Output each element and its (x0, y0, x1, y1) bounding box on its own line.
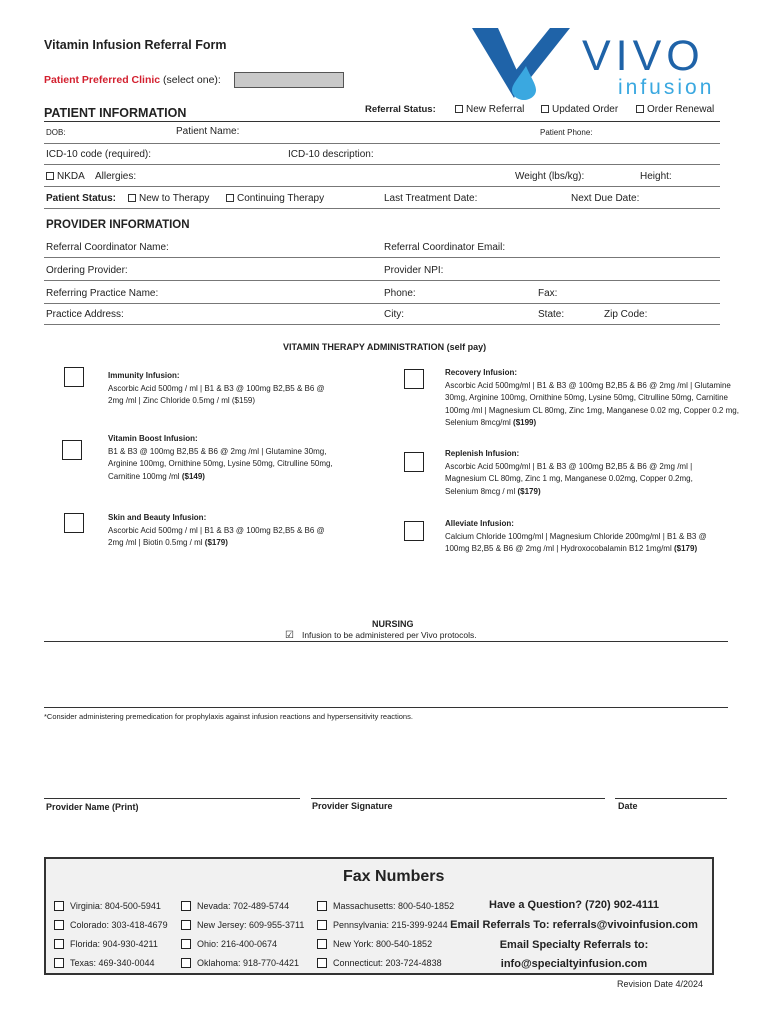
immunity-infusion: Immunity Infusion: Ascorbic Acid 500mg / ml | B1 & B3 @ 100mg B2,B5 & B6 @ 2mg /ml | Zinc Chloride 0.5mg / ml ($159) (108, 371, 325, 405)
fax-heading: Fax Numbers (343, 868, 445, 885)
fax-virginia[interactable]: Virginia: 804-500-5941 (54, 901, 161, 911)
recovery-infusion: Recovery Infusion: Ascorbic Acid 500mg/ml | B1 & B3 @ 100mg B2,B5 & B6 @ 2mg /ml | Glutamine 30mg, Arginine 100mg, Ornithine 50mg, Lysine 50mg, Citrulline 50mg, Carnitine 100mg /ml | Magnesium CL 80mg, Zinc 1mg, Manganese 0.02 mg, Copper 0.2 mg, Selenium 8mcg/ml ($199) (445, 368, 739, 427)
coordinator-name-field[interactable]: Referral Coordinator Name: (46, 242, 169, 253)
fax-connecticut[interactable]: Connecticut: 203-724-4838 (317, 958, 442, 968)
patient-phone-field[interactable]: Patient Phone: (540, 128, 593, 137)
referral-status-renewal[interactable]: Order Renewal (636, 104, 714, 115)
nursing-heading: NURSING (372, 619, 414, 629)
provider-signature-field[interactable]: Provider Signature (312, 801, 393, 811)
patient-status-label: Patient Status: (46, 193, 117, 204)
vitamin-boost-infusion: Vitamin Boost Infusion: B1 & B3 @ 100mg B2,B5 & B6 @ 2mg /ml | Glutamine 30mg, Arginine 100mg, Ornithine 50mg, Lysine 50mg, Citrulline 50mg, Carnitine 100mg /ml ($149) (108, 434, 333, 481)
fax-new-york[interactable]: New York: 800-540-1852 (317, 939, 432, 949)
contact-email-referrals: Email Referrals To: referrals@vivoinfusion.com (450, 919, 698, 931)
fax-texas[interactable]: Texas: 469-340-0044 (54, 958, 155, 968)
signature-date-field[interactable]: Date (618, 801, 638, 811)
clinic-dropdown[interactable] (234, 72, 344, 88)
practice-address-field[interactable]: Practice Address: (46, 309, 124, 320)
last-treatment-field[interactable]: Last Treatment Date: (384, 193, 478, 204)
fax-new-jersey[interactable]: New Jersey: 609-955-3711 (181, 920, 304, 930)
fax-oklahoma[interactable]: Oklahoma: 918-770-4421 (181, 958, 299, 968)
fax-pennsylvania[interactable]: Pennsylvania: 215-399-9244 (317, 920, 448, 930)
patient-status-continuing[interactable]: Continuing Therapy (226, 193, 324, 204)
immunity-checkbox[interactable] (64, 367, 84, 387)
referral-status-label: Referral Status: (365, 104, 436, 115)
fax-florida[interactable]: Florida: 904-930-4211 (54, 939, 158, 949)
nursing-protocol-checkbox[interactable]: ☑ Infusion to be administered per Vivo protocols. (285, 630, 477, 641)
skin-beauty-infusion: Skin and Beauty Infusion: Ascorbic Acid 500mg / ml | B1 & B3 @ 100mg B2,B5 & B6 @ 2mg /ml | Biotin 0.5mg / ml ($179) (108, 513, 325, 547)
height-field[interactable]: Height: (640, 171, 672, 182)
alleviate-checkbox[interactable] (404, 521, 424, 541)
vitamin-boost-checkbox[interactable] (62, 440, 82, 460)
dob-field[interactable]: DOB: (46, 128, 66, 137)
form-title: Vitamin Infusion Referral Form (44, 38, 227, 52)
clinic-label: Patient Preferred Clinic (44, 74, 161, 86)
revision-date: Revision Date 4/2024 (617, 979, 704, 989)
icd-description-field[interactable]: ICD-10 description: (288, 149, 374, 160)
recovery-checkbox[interactable] (404, 369, 424, 389)
patient-name-field[interactable]: Patient Name: (176, 126, 240, 137)
fax-massachusetts[interactable]: Massachusetts: 800-540-1852 (317, 901, 454, 911)
allergies-field[interactable]: Allergies: (95, 171, 137, 182)
ordering-provider-field[interactable]: Ordering Provider: (46, 265, 128, 276)
logo-sub: infusion (618, 76, 715, 99)
contact-question: Have a Question? (720) 902-4111 (489, 899, 659, 911)
therapy-heading: VITAMIN THERAPY ADMINISTRATION (self pay) (283, 342, 487, 352)
coordinator-email-field[interactable]: Referral Coordinator Email: (384, 242, 506, 253)
premedication-note: *Consider administering premedication for prophylaxis against infusion reactions and hypersensitivity reactions. (44, 712, 413, 721)
provider-name-field[interactable]: Provider Name (Print) (46, 802, 139, 812)
fax-colorado[interactable]: Colorado: 303-418-4679 (54, 920, 168, 930)
referral-status-updated[interactable]: Updated Order (541, 104, 618, 115)
provider-npi-field[interactable]: Provider NPI: (384, 265, 444, 276)
patient-heading: PATIENT INFORMATION (44, 106, 187, 120)
referral-status-new[interactable]: New Referral (455, 104, 524, 115)
skin-beauty-checkbox[interactable] (64, 513, 84, 533)
practice-name-field[interactable]: Referring Practice Name: (46, 288, 159, 299)
contact-specialty-email: info@specialtyinfusion.com (500, 958, 648, 970)
replenish-infusion: Replenish Infusion: Ascorbic Acid 500mg/ml | B1 & B3 @ 100mg B2,B5 & B6 @ 2mg /ml | Magnesium CL 80mg, Zinc 1 mg, Manganese 0.02mg, Copper 0.2mg, Selenium 8mcg / ml ($179) (445, 449, 693, 496)
practice-zip-field[interactable]: Zip Code: (604, 309, 648, 320)
fax-nevada[interactable]: Nevada: 702-489-5744 (181, 901, 289, 911)
contact-specialty-label: Email Specialty Referrals to: (499, 939, 649, 951)
icd-code-field[interactable]: ICD-10 code (required): (46, 149, 152, 160)
logo-brand: VIVO (582, 32, 705, 80)
checked-box-icon: ☑ (285, 630, 294, 641)
weight-field[interactable]: Weight (lbs/kg): (515, 171, 585, 182)
vivo-logo (470, 26, 720, 100)
practice-city-field[interactable]: City: (384, 309, 404, 320)
alleviate-infusion: Alleviate Infusion: Calcium Chloride 100mg/ml | Magnesium Chloride 200mg/ml | B1 & B3 @ 100mg B2,B5 & B6 @ 2mg /ml | Hydroxocobalamin B12 1mg/ml ($179) (445, 519, 707, 553)
clinic-select-row (44, 74, 221, 86)
next-due-field[interactable]: Next Due Date: (571, 193, 640, 204)
fax-ohio[interactable]: Ohio: 216-400-0674 (181, 939, 277, 949)
patient-status-new[interactable]: New to Therapy (128, 193, 209, 204)
practice-phone-field[interactable]: Phone: (384, 288, 416, 299)
practice-state-field[interactable]: State: (538, 309, 565, 320)
provider-heading: PROVIDER INFORMATION (46, 219, 190, 231)
practice-fax-field[interactable]: Fax: (538, 288, 558, 299)
nkda-checkbox[interactable]: NKDA (46, 171, 85, 182)
fax-numbers-box (44, 857, 714, 975)
replenish-checkbox[interactable] (404, 452, 424, 472)
clinic-suffix: (select one): (163, 74, 221, 86)
